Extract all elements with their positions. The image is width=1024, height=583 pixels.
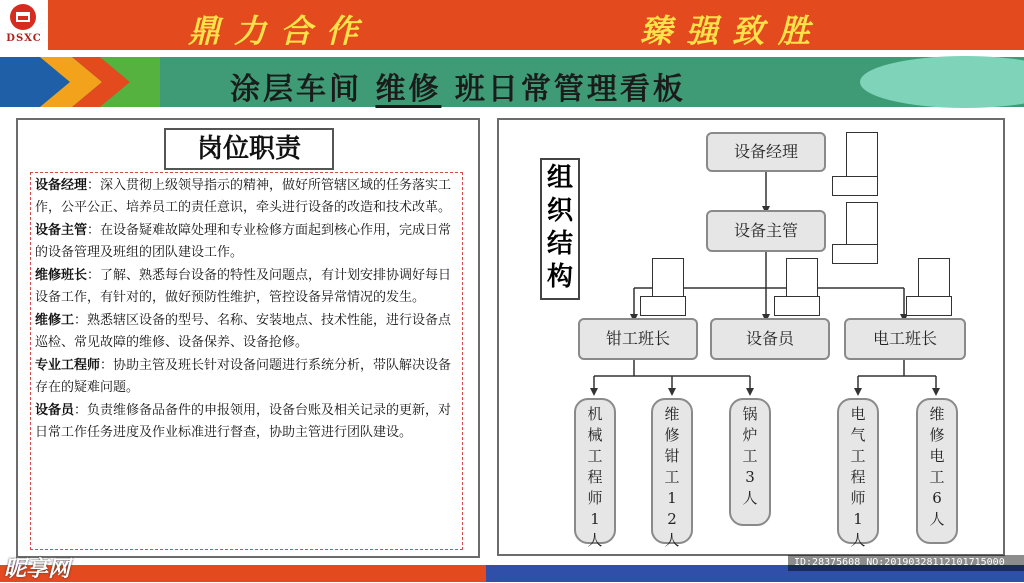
duty-role: 设备经理 — [35, 178, 88, 193]
photo-placeholder-base — [832, 176, 878, 196]
photo-placeholder-base — [832, 244, 878, 264]
org-structure-label: 组 织 结 构 — [540, 158, 580, 300]
slogan-left: 鼎力合作 — [188, 12, 373, 50]
photo-placeholder-base — [906, 296, 952, 316]
duty-role: 维修班长 — [35, 268, 88, 283]
duty-text: ：了解、熟悉每台设备的特性及问题点，有计划安排协调好每日设备工作，有针对的，做好预防性维护，管控设备异常情况的发生。 — [35, 268, 452, 305]
duties-heading: 岗位职责 — [164, 128, 334, 170]
org-node-mech-engineer: 机 械 工 程 师 1 人 — [574, 398, 616, 544]
duty-role: 设备员 — [35, 403, 75, 418]
image-id-tag: ID:28375608 NO:20190328112101715000 — [788, 555, 1024, 571]
photo-placeholder-base — [774, 296, 820, 316]
duty-text: ：负责维修备品备件的申报领用，设备台账及相关记录的更新，对日常工作任务进度及作业标准进行督查，协助主管进行团队建设。 — [35, 403, 452, 440]
org-node-supervisor: 设备主管 — [706, 210, 826, 252]
photo-placeholder — [846, 202, 878, 248]
duty-text: ：深入贯彻上级领导指示的精神，做好所管辖区域的任务落实工作，公平公正、培养员工的责任意识，牵头进行设备的改造和技术改革。 — [35, 178, 452, 215]
org-node-equipment-clerk: 设备员 — [710, 318, 830, 360]
org-node-electrical-engineer: 电 气 工 程 师 1 人 — [837, 398, 879, 544]
org-node-electric-lead: 电工班长 — [844, 318, 966, 360]
org-node-boiler-worker: 锅 炉 工 3 人 — [729, 398, 771, 526]
duty-role: 设备主管 — [35, 223, 88, 238]
photo-placeholder-base — [640, 296, 686, 316]
watermark-text: 昵享网 — [4, 557, 71, 582]
logo-text: DSXC — [6, 33, 42, 44]
org-node-repair-electrician: 维 修 电 工 6 人 — [916, 398, 958, 544]
title-suffix: 班日常管理看板 — [454, 72, 686, 107]
org-node-fitter-lead: 钳工班长 — [578, 318, 698, 360]
title-prefix: 涂层车间 — [230, 72, 362, 107]
duty-role: 专业工程师 — [35, 358, 101, 373]
org-node-manager: 设备经理 — [706, 132, 826, 172]
duty-text: ：在设备疑难故障处理和专业检修方面起到核心作用，完成日常的设备管理及班组的团队建设工作。 — [35, 223, 452, 260]
slogan-right: 臻强致胜 — [640, 12, 825, 50]
org-node-repair-fitter: 维 修 钳 工 1 2 人 — [651, 398, 693, 544]
title-team: 维修 — [375, 72, 442, 107]
duty-text: ：协助主管及班长针对设备问题进行系统分析，带队解决设备存在的疑难问题。 — [35, 358, 452, 395]
photo-placeholder — [846, 132, 878, 178]
duty-role: 维修工 — [35, 313, 75, 328]
duty-text: ：熟悉辖区设备的型号、名称、安装地点、技术性能，进行设备点巡检、常见故障的维修、设备保养、设备抢修。 — [35, 313, 452, 350]
bottom-red-bar — [0, 565, 486, 582]
